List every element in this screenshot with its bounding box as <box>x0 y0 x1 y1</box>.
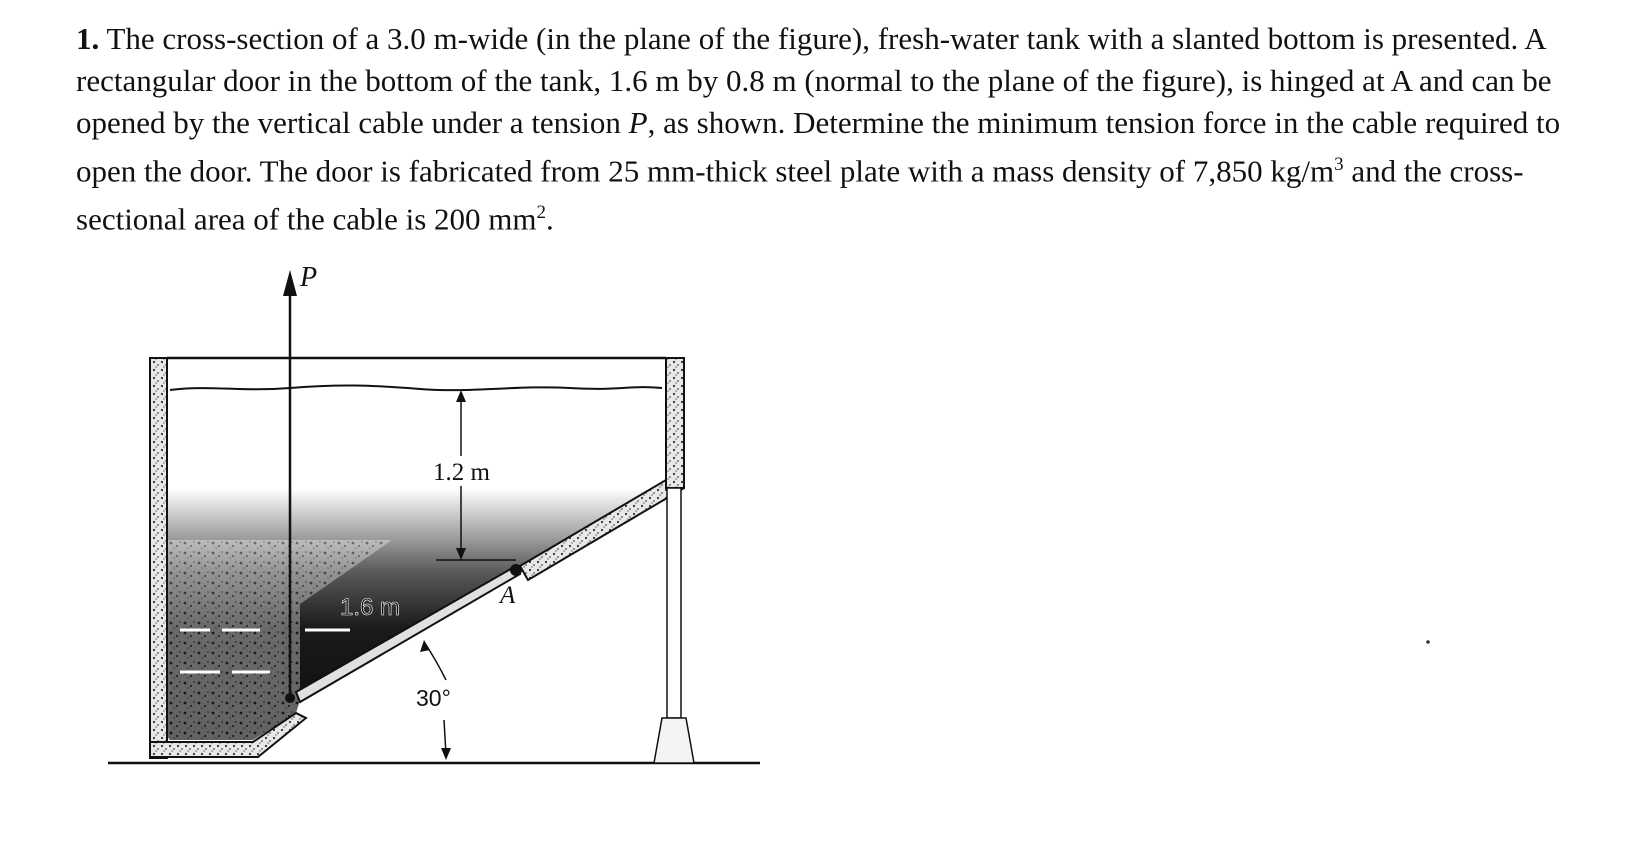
support-footing <box>654 718 694 763</box>
hinge-label: A <box>500 582 516 609</box>
left-wall <box>150 358 167 758</box>
angle-arrow-top <box>420 640 430 652</box>
problem-number: 1. <box>76 21 100 56</box>
stray-mark <box>1426 640 1430 644</box>
density-exponent: 3 <box>1334 154 1344 175</box>
angle-arc <box>426 645 446 680</box>
water-surface <box>170 385 662 390</box>
angle-arrow-bottom <box>441 748 451 760</box>
problem-text-part-2: , as shown. Determine the minimum tension force in the cable required to open the door. The door is fabricated from 25 mm-thick steel plate with a mass density of 7,850 kg/m <box>76 105 1561 189</box>
force-arrowhead <box>283 270 297 296</box>
hinge-a <box>510 564 522 576</box>
support-column <box>667 488 681 718</box>
depth-label: 1.2 m <box>433 459 490 486</box>
door-length-label: 1.6 m <box>340 594 401 621</box>
problem-text-part-4: . <box>546 201 554 237</box>
cable-attachment <box>285 693 295 703</box>
force-label: P <box>300 262 318 293</box>
right-wall <box>666 358 684 488</box>
area-exponent: 2 <box>536 202 547 224</box>
problem-text-part-3: and the cross-sectional area of the cable is 200 mm <box>76 153 1524 237</box>
angle-label: 30° <box>416 685 451 711</box>
problem-text-part-1: The cross-section of a 3.0 m-wide (in the plane of the figure), fresh-water tank with a slanted bottom is presented. A rectangular door in the bottom of the tank, 1.6 m by 0.8 m (normal to the plane of the figure), is hinged at A and can be opened by the vertical cable under a tension <box>76 21 1552 140</box>
tension-symbol: P <box>628 105 648 140</box>
